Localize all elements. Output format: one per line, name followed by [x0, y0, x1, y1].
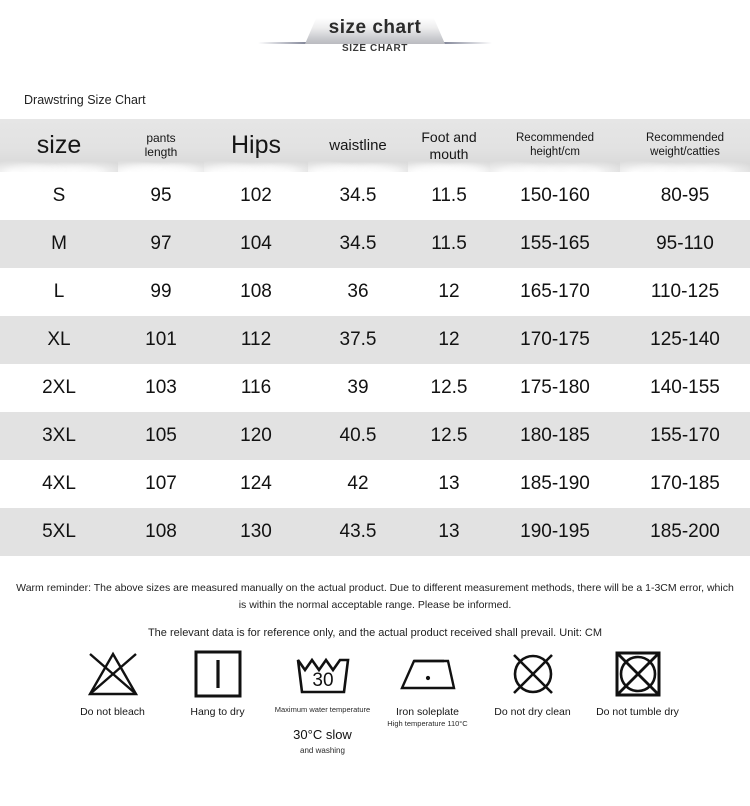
- wash-30-icon: [292, 645, 354, 703]
- care-label-do-not-bleach: Do not bleach: [80, 706, 145, 718]
- cell-pants-length: 108: [145, 521, 177, 542]
- cell-pants-length: 101: [145, 329, 177, 350]
- cell-foot-mouth: 11.5: [431, 233, 467, 254]
- column-header-waistline: waistline: [308, 119, 408, 172]
- cell-hips: 120: [240, 425, 272, 446]
- table-row: [0, 364, 750, 412]
- care-label-do-not-dry-clean: Do not dry clean: [494, 706, 571, 718]
- column-header-hips: Hips: [204, 119, 308, 172]
- cell-weight: 155-170: [650, 425, 720, 446]
- cell-hips: 112: [240, 329, 272, 350]
- cell-height: 165-170: [520, 281, 590, 302]
- cell-hips: 130: [240, 521, 272, 542]
- cell-waistline: 43.5: [339, 521, 377, 542]
- cell-height: 185-190: [520, 473, 590, 494]
- cell-weight: 110-125: [650, 281, 720, 302]
- care-label-do-not-tumble-dry: Do not tumble dry: [596, 706, 679, 718]
- table-header: [0, 119, 750, 172]
- wash-30-captions: [273, 705, 373, 761]
- care-sub-iron-soleplate: High temperature 110°C: [387, 719, 468, 729]
- cell-pants-length: 105: [145, 425, 177, 446]
- hang-to-dry-icon: [192, 645, 244, 703]
- title-banner: [0, 0, 750, 68]
- cell-foot-mouth: 13: [438, 473, 460, 494]
- care-symbols-row: [0, 645, 750, 761]
- cell-hips: 108: [240, 281, 272, 302]
- cell-size: 3XL: [42, 425, 76, 446]
- cell-height: 180-185: [520, 425, 590, 446]
- cell-height: 175-180: [520, 377, 590, 398]
- column-header-foot-line1: Foot and: [421, 129, 477, 146]
- care-item-do-not-tumble-dry: [585, 645, 690, 719]
- cell-weight: 80-95: [660, 185, 710, 206]
- do-not-dry-clean-icon: [506, 645, 560, 703]
- cell-size: 2XL: [42, 377, 76, 398]
- table-body: [0, 172, 750, 556]
- reminder-line-2: The relevant data is for reference only, and the actual product received shall prevail. Unit: CM: [147, 626, 603, 639]
- cell-hips: 124: [240, 473, 272, 494]
- table-row: [0, 220, 750, 268]
- table-row: [0, 460, 750, 508]
- cell-pants-length: 95: [150, 185, 172, 206]
- care-item-hang-to-dry: [165, 645, 270, 719]
- size-chart-table: [0, 119, 750, 556]
- warm-reminder-block: [0, 580, 750, 642]
- cell-weight: 95-110: [656, 233, 714, 254]
- svg-text:30: 30: [311, 670, 334, 691]
- table-row: [0, 172, 750, 220]
- cell-size: M: [51, 233, 67, 254]
- cell-size: 4XL: [42, 473, 76, 494]
- cell-pants-length: 99: [150, 281, 172, 302]
- column-header-pants-length: [118, 119, 204, 172]
- cell-pants-length: 107: [145, 473, 177, 494]
- care-item-do-not-bleach: [60, 645, 165, 719]
- wash-caption-big: 30°C slow: [293, 727, 352, 742]
- cell-height: 155-165: [520, 233, 590, 254]
- cell-height: 170-175: [520, 329, 590, 350]
- care-item-iron-soleplate: [375, 645, 480, 729]
- cell-size: XL: [47, 329, 71, 350]
- wash-caption-small-bottom: and washing: [300, 746, 345, 755]
- section-caption: Drawstring Size Chart: [24, 93, 146, 107]
- reminder-line-1: Warm reminder: The above sizes are measured manually on the actual product. Due to different measurement methods, there will be a 1-3CM error, which is within the normal acceptable range. Please be informed.: [16, 582, 734, 612]
- column-header-foot-and-mouth: [408, 119, 490, 172]
- cell-waistline: 37.5: [339, 329, 377, 350]
- cell-weight: 140-155: [650, 377, 720, 398]
- column-header-size: size: [0, 119, 118, 172]
- cell-foot-mouth: 12.5: [430, 377, 468, 398]
- cell-waistline: 34.5: [339, 233, 377, 254]
- do-not-bleach-icon: [84, 645, 142, 703]
- cell-waistline: 42: [347, 473, 369, 494]
- care-label-iron-soleplate: Iron soleplate: [395, 706, 460, 718]
- cell-pants-length: 97: [150, 233, 172, 254]
- wash-caption-small-top: Maximum water temperature: [274, 705, 371, 714]
- cell-waistline: 39: [347, 377, 369, 398]
- cell-hips: 116: [240, 377, 272, 398]
- do-not-tumble-dry-icon: [611, 645, 665, 703]
- column-header-recommended-height: Recommended height/cm: [490, 119, 620, 172]
- cell-size: S: [52, 185, 66, 206]
- cell-weight: 170-185: [650, 473, 720, 494]
- care-item-wash-30: [270, 645, 375, 761]
- cell-foot-mouth: 12.5: [430, 425, 468, 446]
- cell-waistline: 34.5: [339, 185, 377, 206]
- column-header-foot-line2: mouth: [429, 145, 469, 162]
- care-item-do-not-dry-clean: [480, 645, 585, 719]
- iron-soleplate-icon: [396, 645, 460, 703]
- column-header-pants-length-line2: length: [144, 144, 178, 159]
- cell-foot-mouth: 11.5: [431, 185, 467, 206]
- cell-foot-mouth: 12: [438, 329, 460, 350]
- column-header-pants-length-line1: pants: [146, 130, 176, 145]
- cell-size: L: [53, 281, 65, 302]
- cell-hips: 104: [240, 233, 272, 254]
- cell-pants-length: 103: [145, 377, 177, 398]
- cell-height: 190-195: [520, 521, 590, 542]
- cell-waistline: 40.5: [339, 425, 377, 446]
- cell-weight: 185-200: [650, 521, 720, 542]
- cell-height: 150-160: [520, 185, 590, 206]
- table-row: [0, 268, 750, 316]
- table-row: [0, 316, 750, 364]
- cell-waistline: 36: [347, 281, 369, 302]
- table-row: [0, 412, 750, 460]
- cell-foot-mouth: 12: [438, 281, 460, 302]
- cell-weight: 125-140: [650, 329, 720, 350]
- cell-hips: 102: [240, 185, 272, 206]
- page-title: size chart: [328, 17, 422, 38]
- page-subtitle: SIZE CHART: [342, 43, 408, 54]
- table-row: [0, 508, 750, 556]
- table-header-row: [0, 119, 750, 172]
- care-label-hang-to-dry: Hang to dry: [190, 706, 245, 718]
- column-header-recommended-weight: Recommended weight/catties: [620, 119, 750, 172]
- cell-size: 5XL: [42, 521, 76, 542]
- cell-foot-mouth: 13: [438, 521, 460, 542]
